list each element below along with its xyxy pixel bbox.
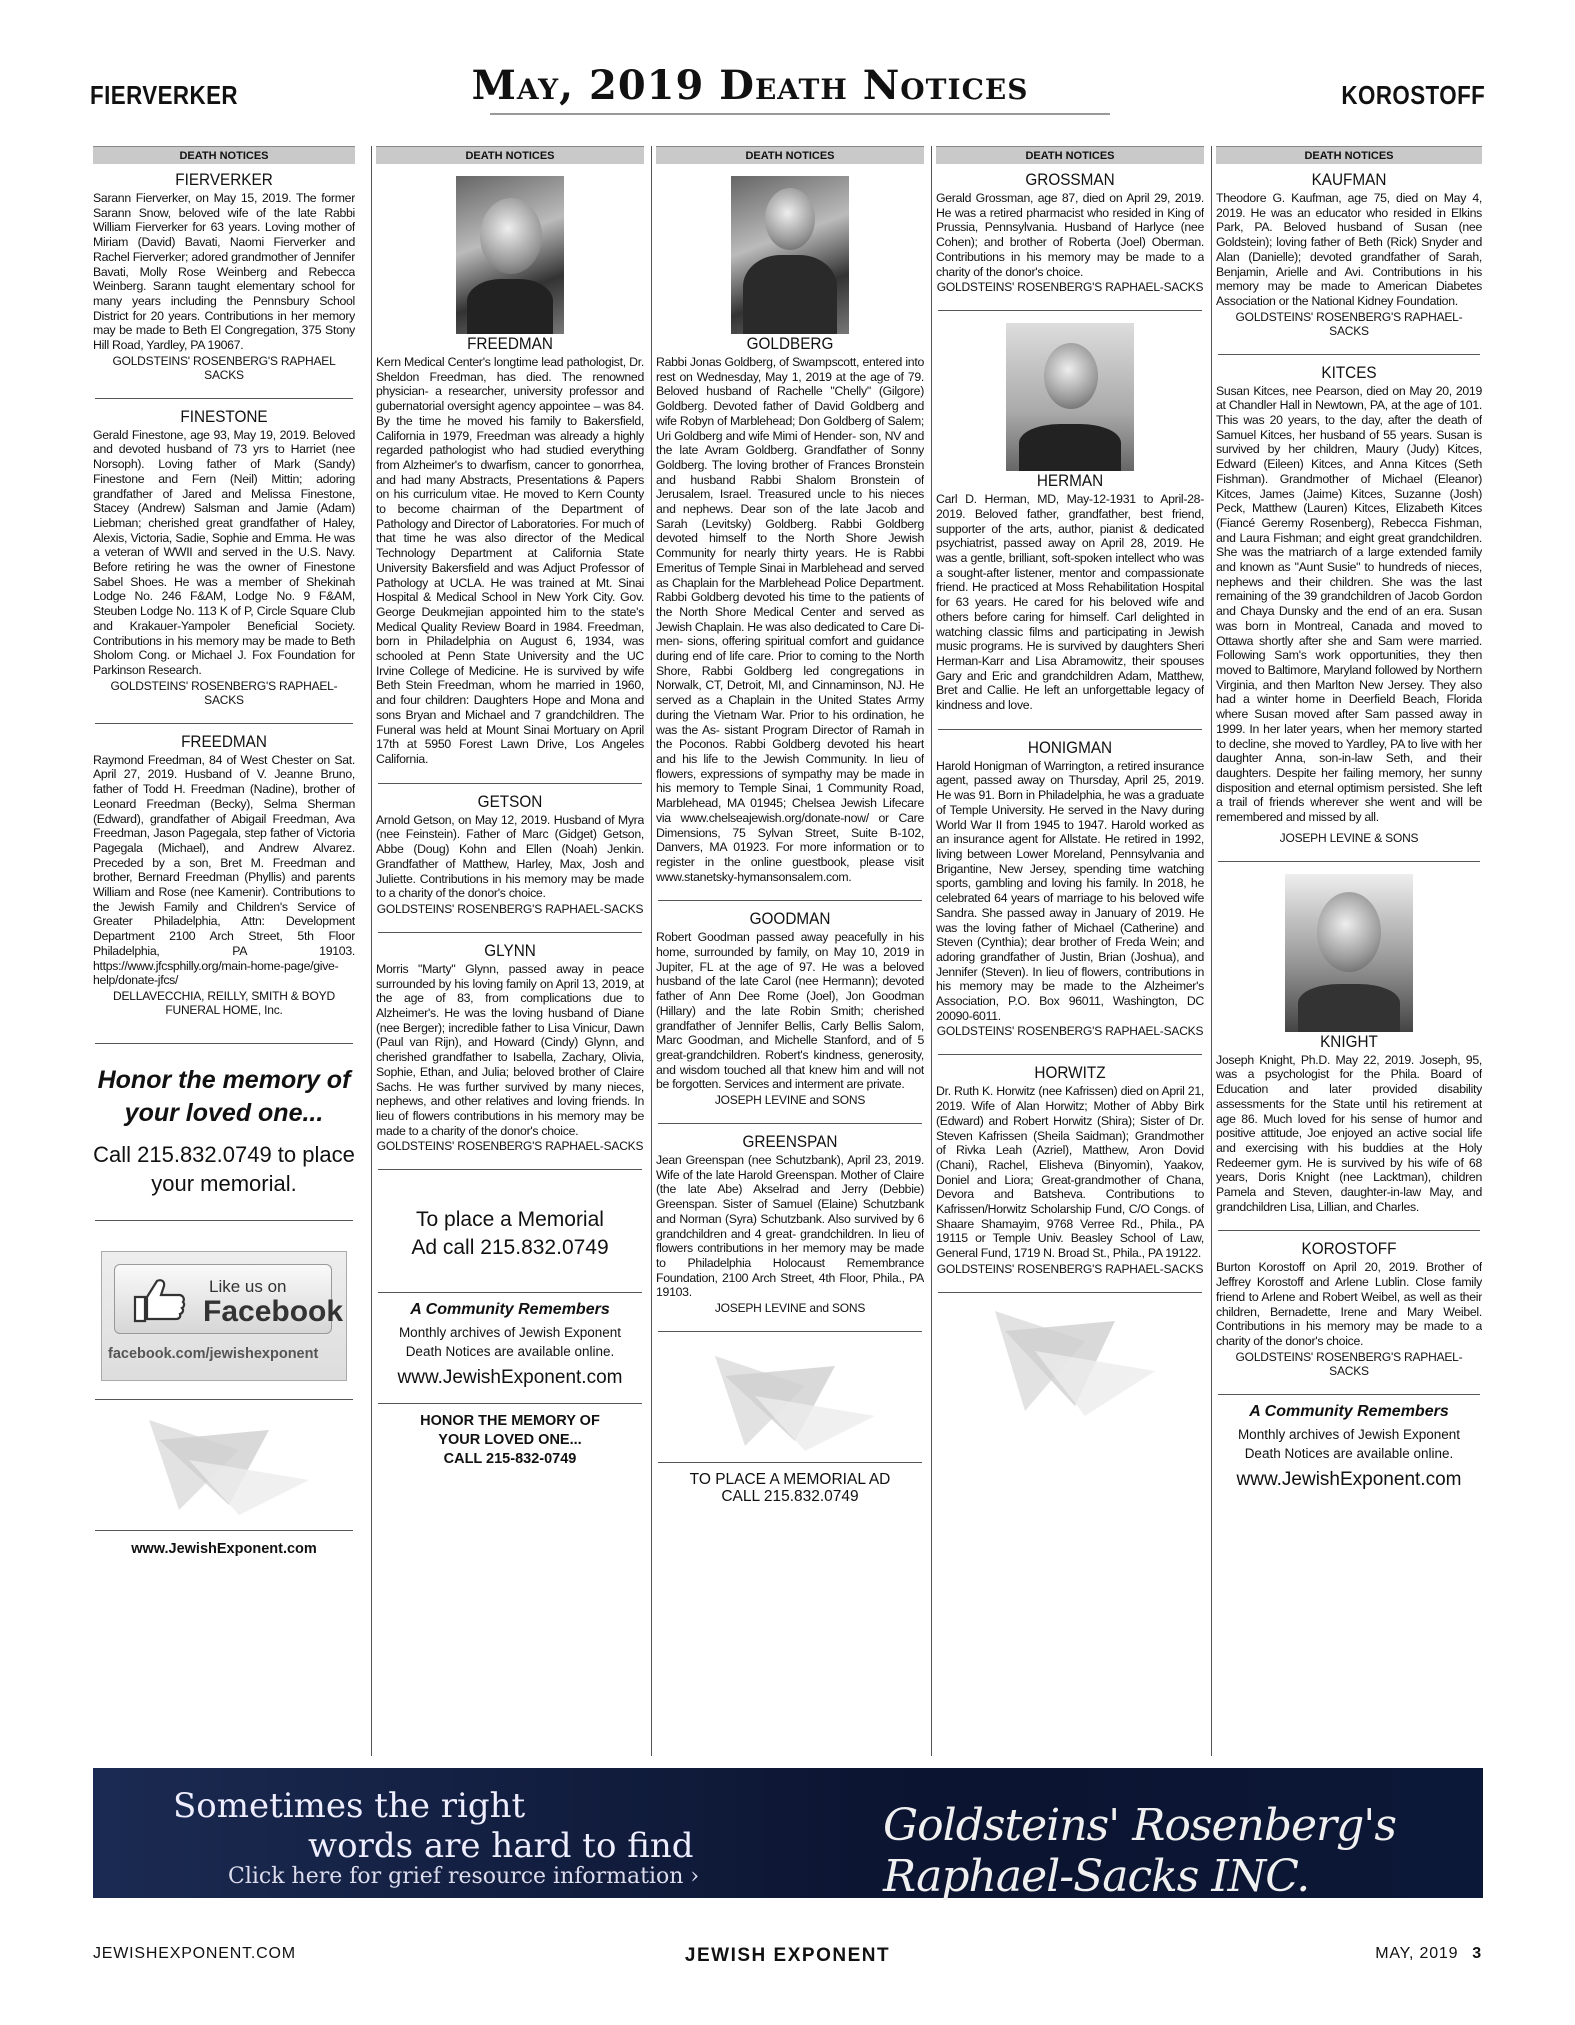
divider bbox=[378, 1169, 642, 1170]
column-rule bbox=[651, 146, 652, 1756]
notice-getson bbox=[376, 792, 644, 918]
banner-line-1: Sometimes the right bbox=[173, 1786, 526, 1826]
notice-name: KOROSTOFF bbox=[1301, 1239, 1397, 1259]
notice-body: Gerald Finestone, age 93, May 19, 2019. Beloved and devoted husband of 73 yrs to Harriet (nee Norsoph). Loving father of Mark (Sandy) Finestone and Fern (Neil) Mittin; adoring grandfather of Jared and Melissa Finestone, Stacey (Andrew) Salsman and Jamie (Adam) Liebman; cherished great grandfather of Haley, Alexis, Victoria, Sadie, Sophie and Emma. He was a veteran of WWII and served in the U.S. Navy. Before retiring he was the owner of Finestone Sabel Shoes. He was a member of Shekinah Lodge No. 246 F&AM, Lodge No. 9 F&AM, Steuben Lodge No. 113 K of P, Circle Square Club and Krakauer-Yampoler Beneficial Society. Contributions in his memory may be made to Beth Sholom Cong. or Michael J. Fox Foundation for Parkinson Research. bbox=[93, 427, 355, 677]
community-remembers[interactable] bbox=[1216, 1403, 1482, 1491]
column-5 bbox=[1216, 146, 1482, 1756]
notice-name: GETSON bbox=[477, 791, 543, 811]
notice-body: Carl D. Herman, MD, May-12-1931 to April-28-2019. Beloved father, grandfather, best friend, supporter of the arts, author, pianist & dedicated psychiatrist, passed away on April 28, 2019. He was a gentle, brilliant, soft-spoken intellect who was a sought-after listener, mentor and compassionate friend. He practiced at Moss Rehabilitation Hospital for 63 years. He cared for his beloved wife and others before caring for himself. Carl delighted in watching classic films and participating in Jewish music programs. He is survived by daughters Sheri Herman-Karr and Lisa Abramowitz, their spouses Gary and Eric and grandchildren Adam, Matthew, Bret and Callie. He left an unforgettable legacy of kindness and love. bbox=[936, 492, 1204, 713]
column-rule bbox=[1211, 146, 1212, 1756]
funeral-home-logo: Goldsteins' Rosenberg's Raphael-Sacks INC. bbox=[883, 1800, 1396, 1902]
funeral-home: JOSEPH LEVINE and SONS bbox=[714, 1093, 866, 1108]
notice-body: Harold Honigman of Warrington, a retired insurance agent, passed away on Thursday, April 25, 2019. He was 91. Born in Philadelphia, he was a graduate of Temple University. He served in the Navy during World War II from 1945 to 1947. Harold worked as an insurance agent for Allstate. He retired in 1992, living between Lower Moreland, Pennsylvania and Brigantine, New Jersey, spending time watching sports, gambling and loving his family. In 2018, he celebrated 64 years of marriage to his beloved wife Sandra. She passed away in January of 2019. He was the loving father of Michael (Catherine) and Steven (Cynthia); dear brother of Freda Wein; and adoring grandfather of Justin, Brian (Joshua), and Jennifer (Steven). In lieu of flowers, contributions in his memory may be made to the Alzheimer's Association, P.O. Box 96011, Washington, DC 20090-6011. bbox=[936, 758, 1204, 1023]
title-rule bbox=[490, 113, 1110, 115]
place-ad-text: To place a Memorial Ad call 215.832.0749 bbox=[411, 1208, 609, 1260]
facebook-promo[interactable] bbox=[101, 1251, 347, 1381]
divider bbox=[658, 900, 922, 901]
column-rule bbox=[931, 146, 932, 1756]
divider bbox=[658, 1123, 922, 1124]
footer-publication: JEWISH EXPONENT bbox=[684, 1945, 891, 1966]
notice-body: Joseph Knight, Ph.D. May 22, 2019. Joseph, 95, was a psychologist for the Phila. Board of Education and later provided disability assessments for the State until his retirement at age 86. Much loved for his sense of humor and positive attitude, Joe enjoyed an active social life and exercising with his buddies at the Holy Redeemer gym. He is survived by his wife of 68 years, Doris Knight (nee Lacktman), children Pamela and Steven, daughter-in-law May, and grandchildren Lisa, Lillian, and Charles. bbox=[1216, 1052, 1482, 1214]
divider bbox=[378, 1292, 642, 1293]
notice-body: Sarann Fierverker, on May 15, 2019. The former Sarann Snow, beloved wife of the late Rabbi William Fierverker for 63 years. Loving mother of Miriam (David) Bavati, Naomi Fierverker and Rachel Fierverker; adored grandmother of Jennifer Bavati, Molly Rose Weinberg and Rebecca Weinberg. Sarann taught elementary school for many years including the Pennsbury School District for 20 years. Contributions in her memory may be made to Beth El Congregation, 375 Stony Hill Road, Yardley, PA 19067. bbox=[93, 191, 355, 353]
like-us-label: Like us on bbox=[209, 1276, 287, 1296]
column-1 bbox=[93, 146, 355, 1756]
page-title: May, 2019 Death Notices bbox=[471, 62, 1029, 109]
funeral-home: GOLDSTEINS' ROSENBERG'S RAPHAEL SACKS bbox=[112, 353, 336, 382]
notice-kaufman bbox=[1216, 170, 1482, 340]
funeral-home: GOLDSTEINS' ROSENBERG'S RAPHAEL-SACKS bbox=[376, 1139, 644, 1154]
funeral-home: GOLDSTEINS' ROSENBERG'S RAPHAEL-SACKS bbox=[1235, 309, 1463, 338]
section-label: DEATH NOTICES bbox=[376, 146, 644, 164]
notice-body: Jean Greenspan (nee Schutzbank), April 23, 2019. Wife of the late Harold Greenspan. Mother of Claire (the late Abe) Akselrad and Jerry (Debbie) Greenspan. Sister of Samuel (Elaine) Schutzbank and Norman (Syra) Schutzbank. Also survived by 6 grandchildren and 4 great- grandchildren. In lieu of flowers contributions in her memory may be made to Philadelphia Holocaust Remembrance Foundation, 2100 Arch Street, 4th Floor, Phila., PA 19103. bbox=[656, 1153, 924, 1300]
notice-goldberg bbox=[656, 334, 924, 886]
notice-horwitz bbox=[936, 1063, 1204, 1277]
call-to-place: Call 215.832.0749 to place your memorial. bbox=[93, 1141, 355, 1196]
notice-name: GOODMAN bbox=[749, 909, 831, 929]
notice-freedman-raymond bbox=[93, 732, 355, 1019]
notice-name: KITCES bbox=[1321, 362, 1377, 382]
notice-grossman bbox=[936, 170, 1204, 296]
divider bbox=[658, 1331, 922, 1332]
footer-website[interactable]: JEWISHEXPONENT.COM bbox=[93, 1945, 296, 1962]
funeral-home: JOSEPH LEVINE & SONS bbox=[1279, 830, 1419, 845]
notice-freedman-sheldon bbox=[376, 334, 644, 769]
notice-body: Theodore G. Kaufman, age 75, died on May 4, 2019. He was an educator who resided in Elkins Park, PA. Beloved husband of Susan (nee Goldstein); loving father of Beth (Rick) Snyder and Alan (Danielle); devoted grandfather of Sarah, Benjamin, Arielle and Avi. Contributions in his memory may be made to American Diabetes Association or the National Kidney Foundation. bbox=[1216, 191, 1482, 308]
notice-body: Burton Korostoff on April 20, 2019. Brother of Jeffrey Korostoff and Arlene Lublin. Close family friend to Arlene and Robert Weibel, as well as their children, Bernadette, Irene and Mary Weibel. Contributions in his memory may be made to a charity of the donor's choice. bbox=[1216, 1260, 1482, 1348]
face bbox=[1044, 343, 1098, 409]
community-remembers-url[interactable]: www.JewishExponent.com bbox=[397, 1367, 623, 1389]
divider bbox=[95, 1220, 353, 1221]
notice-body: Morris "Marty" Glynn, passed away in peace surrounded by his loving family on April 13, 2019, at the age of 83, from complications due to Alzheimer's. He was the loving husband of Diane (nee Berger); incredible father to Lisa Vinicur, Dawn (Paul van Rijn), and Howard (Cindy) Glynn, and cherished grandfather to Isabella, Zachary, Olivia, Sophie, Ethan, and Julia; beloved brother of Claire Sachs. He was further survived by many nieces, nephews, and other relatives and loving friends. In lieu of flowers contributions in his memory may be made to a charity of the donor's choice. bbox=[376, 961, 644, 1138]
funeral-home: JOSEPH LEVINE and SONS bbox=[714, 1301, 866, 1316]
banner-line-3[interactable]: Click here for grief resource information › bbox=[228, 1864, 700, 1889]
notice-body: Raymond Freedman, 84 of West Chester on Sat. April 27, 2019. Husband of V. Jeanne Bruno, father of Todd H. Freedman (Nadine), brother of Leonard Freedman (Becky), Selma Sherman (Edward), grandfather of Abigail Freedman, Ava Freedman, Jason Pagegala, step father of Victoria Pagegala (Michael), and Andrew Alvarez. Preceded by a son, Bret M. Freedman and brother, Bernard Freedman (Phyllis) and parents William and Rose (nee Kamenir). Contributions to the Jewish Family and Children's Service of Greater Philadelphia, Attn: Development Department 2100 Arch Street, 5th Floor Philadelphia, PA 19103. https://www.jfcsphilly.org/main-home-page/give-help/donate-jfcs/ bbox=[93, 752, 355, 988]
face bbox=[765, 188, 815, 250]
divider bbox=[658, 1462, 922, 1463]
funeral-home: GOLDSTEINS' ROSENBERG'S RAPHAEL-SACKS bbox=[1235, 1349, 1463, 1378]
thumbs-up-icon bbox=[131, 1275, 191, 1325]
suit bbox=[467, 279, 553, 334]
notice-name: GOLDBERG bbox=[746, 334, 834, 353]
page-number: 3 bbox=[1472, 1945, 1482, 1962]
notice-name: GLYNN bbox=[484, 940, 536, 960]
section-label: DEATH NOTICES bbox=[936, 146, 1204, 164]
funeral-home: GOLDSTEINS' ROSENBERG'S RAPHAEL-SACKS bbox=[936, 1024, 1204, 1039]
notice-name: FINESTONE bbox=[180, 406, 268, 426]
community-remembers-title: A Community Remembers bbox=[1249, 1402, 1449, 1420]
notice-korostoff bbox=[1216, 1239, 1482, 1379]
honor-memory-heading: Honor the memory of your loved one... bbox=[97, 1065, 351, 1127]
funeral-home: DELLAVECCHIA, REILLY, SMITH & BOYD FUNERAL HOME, Inc. bbox=[113, 988, 335, 1017]
facebook-url[interactable]: facebook.com/jewishexponent bbox=[108, 1345, 319, 1362]
column-2 bbox=[376, 146, 644, 1756]
photo-herman bbox=[1006, 323, 1134, 471]
notice-greenspan bbox=[656, 1132, 924, 1317]
star-of-david-icon bbox=[119, 1410, 329, 1520]
notice-kitces bbox=[1216, 363, 1482, 847]
notice-body: Gerald Grossman, age 87, died on April 29, 2019. He was a retired pharmacist who resided in King of Prussia, Pennsylvania. Husband of Harlyce (nee Cohen); and brother of Roberta (Joel) Oberman. Contributions in his memory may be made to a charity of the donor's choice. bbox=[936, 191, 1204, 279]
section-label: DEATH NOTICES bbox=[656, 146, 924, 164]
running-head-right: KOROSTOFF bbox=[1341, 80, 1485, 110]
notice-name: FREEDMAN bbox=[181, 731, 267, 751]
divider bbox=[938, 1292, 1202, 1293]
photo-knight bbox=[1285, 874, 1413, 1032]
divider bbox=[95, 398, 353, 399]
notice-herman bbox=[936, 471, 1204, 715]
notice-body: Robert Goodman passed away peacefully in his home, surrounded by family, on May 10, 2019 in Jupiter, FL at the age of 97. He was a beloved husband of the late Carol (nee Hermann); devoted father of Ann Dee Rome (Joel), Jon Goodman (Hillary) and the late Robin Smith; cherished grandfather of Jennifer Bellis, Carly Bellis Salom, Marc Goodman, and Michelle Stanford, and of 5 great-grandchildren. Robert's kindness, generosity, and wisdom touched all that knew him and will not be forgotten. Services and interment are private. bbox=[656, 930, 924, 1092]
running-head-left: FIERVERKER bbox=[90, 80, 239, 110]
place-memorial-ad[interactable] bbox=[376, 1206, 644, 1262]
notice-body: Dr. Ruth K. Horwitz (nee Kafrissen) died on April 21, 2019. Wife of Alan Horwitz; Mother of Abby Birk (Edward) and Robert Horwitz (Shira); Sister of Dr. Steven Kafrissen (Sheila Saidman); Grandmother of Rivka Leah (Azriel), Matthew, Aron Dovid (Chani), Rachel, Elisheva (Binyomin), Yaakov, Doniel and Liora; Great-grandmother of Chana, Devora and Batsheva. Contributions to Kafrissen/Horwitz Scholarship Fund, C/O Congs. of Shaare Shamayim, 9768 Verree Rd., Phila., PA 19115 or Temple Univ. Beasley School of Law, General Fund, 1719 N. Broad St., Phila., PA 19122. bbox=[936, 1084, 1204, 1261]
place-memorial-ad-caps[interactable]: TO PLACE A MEMORIAL AD CALL 215.832.0749 bbox=[689, 1471, 891, 1506]
divider bbox=[95, 1530, 353, 1531]
divider bbox=[1218, 861, 1480, 862]
facebook-like-button[interactable] bbox=[114, 1264, 344, 1334]
divider bbox=[1218, 1230, 1480, 1231]
notice-name: GROSSMAN bbox=[1025, 170, 1115, 189]
footer-date-page bbox=[1375, 1945, 1482, 1963]
notice-finestone bbox=[93, 407, 355, 709]
section-label: DEATH NOTICES bbox=[93, 146, 355, 164]
section-label: DEATH NOTICES bbox=[1216, 146, 1482, 164]
divider bbox=[938, 729, 1202, 730]
facebook-label: Facebook bbox=[203, 1294, 344, 1328]
photo-freedman bbox=[456, 176, 564, 334]
community-remembers[interactable] bbox=[376, 1301, 644, 1389]
funeral-home: GOLDSTEINS' ROSENBERG'S RAPHAEL-SACKS bbox=[376, 901, 644, 916]
column-rule bbox=[371, 146, 372, 1756]
notice-name: HORWITZ bbox=[1034, 1063, 1106, 1083]
notice-body: Arnold Getson, on May 12, 2019. Husband of Myra (nee Feinstein). Father of Marc (Gidget) Getson, Abbe (Doug) Kohn and Ellen (Noah) Jenkin. Grandfather of Matthew, Harley, Max, Josh and Juliette. Contributions in his memory may be made to a charity of the donor's choice. bbox=[376, 812, 644, 901]
grief-resource-banner[interactable] bbox=[93, 1768, 1483, 1902]
divider bbox=[1218, 354, 1480, 355]
notice-fierverker bbox=[93, 170, 355, 384]
banner-line-2: words are hard to find bbox=[308, 1826, 694, 1866]
divider bbox=[95, 1043, 353, 1044]
star-of-david-icon bbox=[965, 1301, 1175, 1421]
face bbox=[480, 198, 542, 274]
notice-name: HERMAN bbox=[1036, 471, 1104, 491]
face bbox=[1317, 892, 1381, 972]
notice-body: Rabbi Jonas Goldberg, of Swampscott, entered into rest on Wednesday, May 1, 2019 at the age of 79. Beloved husband of Rachelle "Chelly" (Gilgore) Goldberg. Devoted father of David Goldberg and wife Robyn of Marblehead; Don Goldberg of Salem; Uri Goldberg and wife Mimi of Hender- son, NV and the late Avram Goldberg. Grandfather of Sonny Goldberg. The loving brother of Frances Bronstein and husband Rabbi Shalom Bronstein of Jerusalem, Israel. Treasured uncle to his nieces and nephews. Dear son of the late Jacob and Sarah (Levitsky) Goldberg. Rabbi Goldberg devoted himself to the North Shore Jewish Community for nearly thirty years. He is Rabbi Emeritus of Temple Sinai in Marblehead and served as Chaplain for the Marblehead Police Department. Rabbi Goldberg devoted his time to the patients of the North Shore Medical Center and served as Jewish Chaplain. He was also dedicated to Care Di-men- sions, offering spiritual comfort and guidance during end of life care. Prior to coming to the North Shore, Rabbi Goldberg led congregations in Norwalk, CT, Detroit, MI, and Cinnaminson, NJ. He served as a Chaplain in the United States Army during the Vietnam War. Prior to his ordination, he was the As- sistant Program Director of Ramah in the Poconos. Rabbi Goldberg devoted his heart and his life to the Jewish Community. In lieu of flowers, expressions of sympathy may be made in his memory to Temple Sinai, 1 Community Road, Marblehead, MA 01945; Chelsea Jewish Lifecare via www.chelseajewish.org/donate-now/ or Care Dimensions, 75 Sylvan Street, Suite B-102, Danvers, MA 01923. For more information or to register in the online guestbook, please visit www.stanetsky-hymansonsalem.com. bbox=[656, 355, 924, 884]
memorial-promo[interactable] bbox=[93, 1064, 355, 1198]
funeral-home: GOLDSTEINS' ROSENBERG'S RAPHAEL-SACKS bbox=[936, 280, 1204, 295]
notice-knight bbox=[1216, 1032, 1482, 1217]
notice-body: Kern Medical Center's longtime lead pathologist, Dr. Sheldon Freedman, has died. The renowned physician- a researcher, university professor and gubernatorial oversight agency appointee – was 84. By the time he moved his family to Bakersfield, California in 1979, Freedman was already a highly regarded pathologist who had studied everything from Alzheimer's to dwarfism, cancer to gonorrhea, and had many Abstracts, Presentations & Papers on his curriculum vitae. He moved to Kern County to become chairman of the Department of Pathology and Director of Laboratories. For much of that time he was also director of the Medical Technology Department at California State University Bakersfield and was Adjuct Professor of Pathology at UCLA. He was trained at Mt. Sinai Hospital & Medical School in New York City. Gov. George Deukmejian appointed him to the state's Medical Quality Review Board in 1984. Freedman, born in Philadelphia on August 6, 1934, was schooled at Penn State University and the UC Irvine College of Medicine. He is survived by wife Beth Stein Freedman, whom he married in 1960, and four children: Daughters Hope and Mona and sons Bryan and Michael and 7 grandchildren. The Funeral was held at Mount Sinai Mortuary on April 17th at 5950 Forest Lawn Drive, Los Angeles California. bbox=[376, 355, 644, 766]
column-4 bbox=[936, 146, 1204, 1756]
divider bbox=[95, 723, 353, 724]
star-of-david-icon bbox=[685, 1346, 895, 1456]
notice-body: Susan Kitces, nee Pearson, died on May 20, 2019 at Chandler Hall in Newtown, PA, at the age of 101. This was 20 years, to the day, after the death of Samuel Kitces, her husband of 55 years. Susan is survived by her children, Maury (Judy) Kitces, Edward (Eileen) Kitces, and Anna Kitces (Seth Fishman). Grandmother of Michael (Eleanor) Kitces, James (Jaime) Kitces, Suzanne (Josh) Peck, Matthew (Lauren) Kitces, Elizabeth Kitces (Fiancé Geremy Rosenberg), Rebecca Fishman, and Laura Fishman; and eight great grandchildren. She was the matriarch of a large extended family and known as "Aunt Susie" to hundreds of nieces, nephews and their children. She was the last remaining of the 39 grandchildren of Jacob Gordon and Chaya Dunsky and the end of an era. Susan was born in Montreal, Canada and moved to Ottawa shortly after she and Sam were married. Following Sam's work opportunities, they then moved to Baltimore, Maryland followed by Northern Virginia, and then Marlton New Jersey. They also had a winter home in Deerfield Beach, Florida where Susan moved after Sam passed away in 1999. In her later years, when her memory started to decline, she moved to Yardley, PA to live with her daughter Anna, son-in-law Seth, and their daughters. Despite her failing memory, her sunny disposition and eternal optimism persisted. She left a trail of friends wherever she went and will be remembered and missed by all. bbox=[1216, 383, 1482, 825]
notice-name: FREEDMAN bbox=[467, 334, 553, 353]
divider bbox=[378, 932, 642, 933]
community-remembers-url[interactable]: www.JewishExponent.com bbox=[1236, 1468, 1462, 1490]
notice-honigman bbox=[936, 738, 1204, 1041]
honor-memory-caps[interactable]: HONOR THE MEMORY OF YOUR LOVED ONE... CALL 215-832-0749 bbox=[420, 1413, 600, 1468]
footer-date: MAY, 2019 bbox=[1375, 1945, 1459, 1962]
column-3 bbox=[656, 146, 924, 1756]
notice-name: FIERVERKER bbox=[175, 170, 273, 189]
suit bbox=[743, 255, 837, 334]
divider bbox=[378, 1403, 642, 1404]
notice-glynn bbox=[376, 941, 644, 1155]
notice-name: KAUFMAN bbox=[1311, 170, 1387, 189]
community-remembers-title: A Community Remembers bbox=[410, 1301, 610, 1319]
funeral-home: GOLDSTEINS' ROSENBERG'S RAPHAEL-SACKS bbox=[110, 678, 338, 707]
suit bbox=[1019, 424, 1121, 471]
website-link[interactable]: www.JewishExponent.com bbox=[131, 1540, 317, 1557]
divider bbox=[938, 310, 1202, 311]
photo-goldberg bbox=[731, 176, 849, 334]
divider bbox=[938, 1054, 1202, 1055]
divider bbox=[378, 783, 642, 784]
community-remembers-body: Monthly archives of Jewish Exponent Death Notices are available online. bbox=[1237, 1426, 1461, 1461]
notice-name: GREENSPAN bbox=[742, 1132, 838, 1152]
notice-name: HONIGMAN bbox=[1027, 737, 1113, 757]
suit bbox=[1298, 984, 1400, 1031]
notice-goodman bbox=[656, 909, 924, 1109]
funeral-home: GOLDSTEINS' ROSENBERG'S RAPHAEL-SACKS bbox=[936, 1261, 1204, 1276]
notice-name: KNIGHT bbox=[1320, 1031, 1378, 1051]
divider bbox=[95, 1399, 353, 1400]
community-remembers-body: Monthly archives of Jewish Exponent Death Notices are available online. bbox=[398, 1325, 622, 1360]
divider bbox=[1218, 1394, 1480, 1395]
